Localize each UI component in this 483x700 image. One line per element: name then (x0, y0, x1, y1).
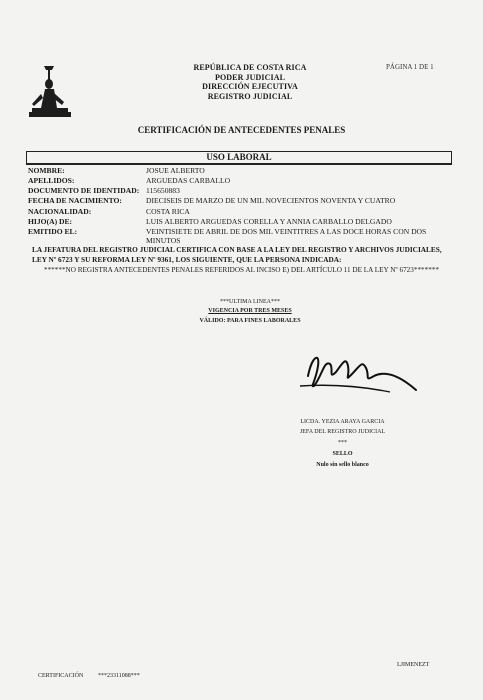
field-label: FECHA DE NACIMIENTO: (28, 196, 122, 205)
field-value: COSTA RICA (146, 207, 190, 216)
field-label: NOMBRE: (28, 166, 65, 175)
certification-number: ***23311088*** (98, 673, 140, 679)
last-line-marker: ***ULTIMA LINEA*** (220, 299, 280, 305)
field-label: NACIONALIDAD: (28, 207, 92, 216)
usage-label: USO LABORAL (206, 152, 272, 162)
signer-position: JEFA DEL REGISTRO JUDICIAL (299, 429, 386, 435)
field-value: DIECISEIS DE MARZO DE UN MIL NOVECIENTOS NOVENTA Y CUATRO (146, 196, 396, 205)
no-record-statement: ******NO REGISTRA ANTECEDENTES PENALES REFERIDOS AL INCISO E) DEL ARTÍCULO 11 DE LA LEY Nº 6723******* (43, 266, 440, 274)
field-value: LUIS ALBERTO ARGUEDAS CORELLA Y ANNIA CARBALLO DELGADO (146, 217, 392, 226)
validity-period: VIGENCIA POR TRES MESES (208, 308, 292, 314)
divider (26, 164, 452, 165)
header-line-2: PODER JUDICIAL (214, 72, 286, 82)
page-number: PÁGINA 1 DE 1 (386, 63, 434, 71)
institution-header (150, 63, 350, 101)
signer-name: LICDA. YEZIA ARAYA GARCIA (300, 419, 385, 425)
field-label: APELLIDOS: (28, 176, 75, 185)
field-value: 115650883 (146, 186, 180, 195)
justice-statue-logo (26, 60, 74, 118)
clerk-initials: LJIMENEZT (397, 662, 430, 668)
certification-label: CERTIFICACIÓN (38, 673, 84, 679)
handwritten-signature (290, 346, 420, 396)
field-value: ARGUEDAS CARBALLO (146, 176, 231, 185)
header-line-1: REPÚBLICA DE COSTA RICA (193, 63, 307, 72)
valid-purpose: VÁLIDO: PARA FINES LABORALES (199, 318, 301, 324)
field-value: VEINTISIETE DE ABRIL DE DOS MIL VEINTITRES A LAS DOCE HORAS CON DOS MINUTOS (146, 227, 427, 245)
seal-note: Nulo sin sello blanco (316, 462, 369, 468)
field-label: DOCUMENTO DE IDENTIDAD: (28, 186, 140, 195)
header-line-4: REGISTRO JUDICIAL (207, 91, 293, 101)
usage-box (26, 151, 452, 164)
signer-stars: *** (338, 440, 347, 446)
field-label: HIJO(A) DE: (28, 217, 73, 226)
header-line-3: DIRECCIÓN EJECUTIVA (202, 82, 298, 91)
field-value: JOSUE ALBERTO (146, 166, 205, 175)
certification-statement: LA JEFATURA DEL REGISTRO JUDICIAL CERTIFICA CON BASE A LA LEY DEL REGISTRO Y ARCHIVOS JUDICIALES, LEY Nº 6723 Y SU REFORMA LEY Nº 9361, LOS SIGUIENTE, QUE LA PERSONA INDICADA: (32, 245, 442, 264)
seal-label: SELLO (332, 451, 353, 457)
document-title: CERTIFICACIÓN DE ANTECEDENTES PENALES (137, 125, 346, 135)
field-label: EMITIDO EL: (28, 227, 78, 236)
